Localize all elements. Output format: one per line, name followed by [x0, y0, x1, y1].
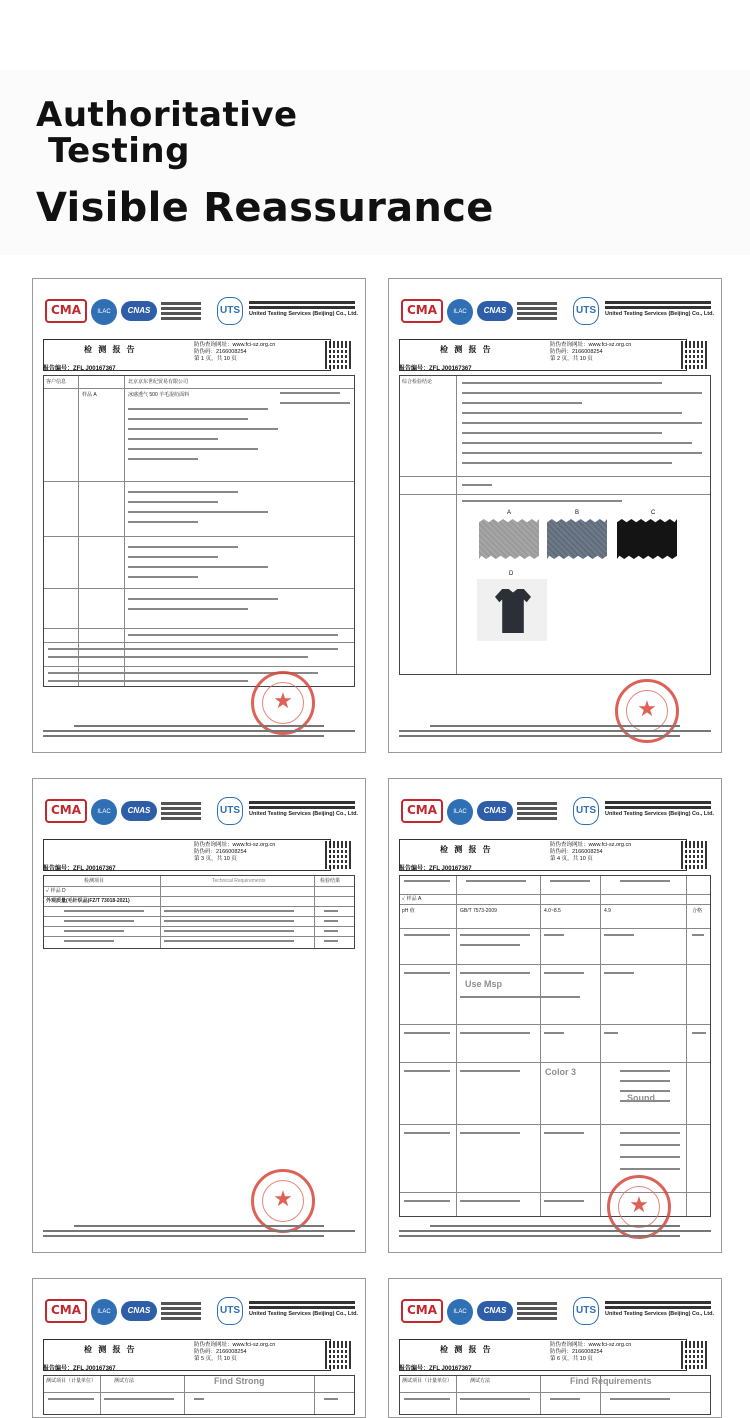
query-site: 防伪查询网址：www.fci-sz.org.cn [550, 1342, 632, 1348]
query-site: 防伪查询网址：www.fci-sz.org.cn [550, 842, 632, 848]
qr-code-icon [325, 341, 353, 369]
qr-code-icon [681, 1341, 709, 1369]
report-number: 报告编号：ZFL J00167367 [43, 1366, 116, 1372]
report-number: 报告编号：ZFL J00167367 [399, 366, 472, 372]
sample-d-label: ✓ 样品 D [46, 888, 66, 894]
query-phone: 防伪码：2166008254 [194, 349, 247, 355]
uts-logo-icon: UTS [217, 797, 243, 825]
cnas-logo-icon: CNAS [121, 301, 157, 321]
query-site: 防伪查询网址：www.fci-sz.org.cn [550, 342, 632, 348]
fabric-swatch-a [479, 519, 539, 559]
query-phone: 防伪码：2166008254 [550, 1349, 603, 1355]
legend-b: B [575, 510, 580, 516]
heading-visible-reassurance: Visible Reassurance [36, 185, 494, 231]
cnas-logo-icon: CNAS [477, 801, 513, 821]
official-seal-icon: ★ [607, 1175, 671, 1239]
page-label: 第 6 页，共 10 页 [550, 1356, 593, 1362]
uts-logo-icon: UTS [573, 297, 599, 325]
cnas-logo-icon: CNAS [121, 801, 157, 821]
sample-a-label: 样品 A [82, 392, 97, 398]
official-seal-icon: ★ [251, 671, 315, 735]
ph-value: 4.9 [604, 908, 611, 914]
fabric-swatch-c [617, 519, 677, 559]
cnas-logo-icon: CNAS [121, 1301, 157, 1321]
client-label: 客户信息 [46, 379, 67, 385]
cma-logo-icon: CMA [45, 799, 87, 823]
tshirt-photo [477, 579, 547, 641]
cnas-logo-icon: CNAS [477, 301, 513, 321]
query-phone: 防伪码：2166008254 [550, 849, 603, 855]
report-footer [399, 1222, 711, 1240]
cma-logo-icon: CMA [401, 299, 443, 323]
uts-logo-icon: UTS [217, 297, 243, 325]
heading-testing: Testing [48, 131, 190, 171]
report-page-5 [32, 1278, 366, 1418]
official-seal-icon: ★ [615, 679, 679, 743]
uts-logo-icon: UTS [217, 1297, 243, 1325]
heading-authoritative: Authoritative [36, 95, 298, 135]
ph-label: pH 值 [402, 908, 415, 914]
page-label: 第 1 页，共 10 页 [194, 356, 237, 362]
report-number: 报告编号：ZFL J00167367 [399, 1366, 472, 1372]
page-label: 第 2 页，共 10 页 [550, 356, 593, 362]
logo-strip [401, 1297, 714, 1327]
report-page-3 [32, 778, 366, 1253]
logo-strip [45, 297, 358, 327]
org-name: United Testing Services (Beijing) Co., Ltd. [249, 1299, 355, 1317]
page-label: 第 4 页，共 10 页 [550, 856, 593, 862]
ilac-logo-icon: ILAC [91, 799, 117, 825]
cma-logo-icon: CMA [401, 1299, 443, 1323]
ph-requirement: 4.0~8.5 [544, 908, 561, 914]
report-page-2 [388, 278, 722, 753]
uts-logo-icon: UTS [573, 797, 599, 825]
logo-strip [401, 797, 714, 827]
logo-strip [45, 797, 358, 827]
logo-strip [45, 1297, 358, 1327]
logo-strip [401, 297, 714, 327]
sample-a-desc: 冰感透气 500 羊毛混纺面料 [128, 392, 190, 398]
report-footer [43, 722, 355, 740]
ilac-logo-icon: ILAC [447, 299, 473, 325]
conclusion-label: 综合检验结论 [402, 379, 433, 385]
ilac-logo-icon: ILAC [447, 1299, 473, 1325]
col-requirement-watermark: Find Requirements [570, 1376, 652, 1386]
watermark-text-1: Use Msp [465, 979, 503, 989]
col-test-method: 测试方法 [470, 1378, 491, 1384]
legend-d: D [509, 571, 514, 577]
org-name: United Testing Services (Beijing) Co., Ltd. [605, 299, 711, 317]
report-title: 检 测 报 告 [440, 345, 493, 354]
qr-code-icon [681, 841, 709, 869]
appearance-table [43, 875, 355, 949]
report-footer [43, 1222, 355, 1240]
uts-logo-icon: UTS [573, 1297, 599, 1325]
cma-logo-icon: CMA [45, 299, 87, 323]
qr-code-icon [325, 1341, 353, 1369]
legend-a: A [507, 510, 512, 516]
report-title: 检 测 报 告 [440, 1345, 493, 1354]
query-site: 防伪查询网址：www.fci-sz.org.cn [194, 342, 276, 348]
results-table [399, 1375, 711, 1415]
qr-code-icon [681, 341, 709, 369]
org-name: United Testing Services (Beijing) Co., Ltd. [605, 799, 711, 817]
ilac-logo-icon: ILAC [91, 1299, 117, 1325]
col-requirement-watermark: Find Strong [214, 1376, 265, 1386]
ph-judgement: 合格 [692, 908, 703, 914]
query-phone: 防伪码：2166008254 [550, 349, 603, 355]
col-technical-requirements: Technical Requirements [212, 878, 266, 884]
fabric-swatch-b [547, 519, 607, 559]
report-page-1 [32, 278, 366, 753]
watermark-text-2: Color 3 [545, 1067, 577, 1077]
report-title: 检 测 报 告 [84, 1345, 137, 1354]
cnas-logo-icon: CNAS [477, 1301, 513, 1321]
report-page-4 [388, 778, 722, 1253]
org-name: United Testing Services (Beijing) Co., Ltd. [605, 1299, 711, 1317]
qr-code-icon [325, 841, 353, 869]
legend-c: C [651, 510, 656, 516]
ilac-logo-icon: ILAC [447, 799, 473, 825]
tshirt-icon [495, 589, 531, 633]
client-name: 北京京东世纪贸易有限公司 [128, 379, 189, 385]
col-result: 检验结果 [320, 878, 341, 884]
report-number: 报告编号：ZFL J00167367 [399, 866, 472, 872]
report-title: 检 测 报 告 [84, 345, 137, 354]
page-label: 第 3 页，共 10 页 [194, 856, 237, 862]
report-footer [399, 722, 711, 740]
query-site: 防伪查询网址：www.fci-sz.org.cn [194, 842, 276, 848]
watermark-text-3: Sound [627, 1093, 655, 1103]
col-test-item: 检测项目 [84, 878, 105, 884]
report-number: 报告编号：ZFL J00167367 [43, 866, 116, 872]
client-info-table [43, 375, 355, 687]
report-number: 报告编号：ZFL J00167367 [43, 366, 116, 372]
ilac-logo-icon: ILAC [91, 299, 117, 325]
ph-method: GB/T 7573-2009 [460, 908, 497, 914]
org-name: United Testing Services (Beijing) Co., Ltd. [249, 299, 355, 317]
report-title: 检 测 报 告 [440, 845, 493, 854]
query-site: 防伪查询网址：www.fci-sz.org.cn [194, 1342, 276, 1348]
report-page-6 [388, 1278, 722, 1418]
org-name: United Testing Services (Beijing) Co., Ltd. [249, 799, 355, 817]
cma-logo-icon: CMA [401, 799, 443, 823]
col-test-item: 测试项目（计量单位） [46, 1378, 97, 1384]
test-results-table [399, 875, 711, 1217]
col-test-method: 测试方法 [114, 1378, 135, 1384]
sample-a-label: ✓ 样品 A [402, 896, 422, 902]
results-table [43, 1375, 355, 1415]
official-seal-icon: ★ [251, 1169, 315, 1233]
query-phone: 防伪码：2166008254 [194, 1349, 247, 1355]
appearance-subtitle: 外观质量(毛针织品)FZ/T 73018-2021) [46, 898, 130, 904]
query-phone: 防伪码：2166008254 [194, 849, 247, 855]
col-test-item: 测试项目（计量单位） [402, 1378, 453, 1384]
cma-logo-icon: CMA [45, 1299, 87, 1323]
page-label: 第 5 页，共 10 页 [194, 1356, 237, 1362]
